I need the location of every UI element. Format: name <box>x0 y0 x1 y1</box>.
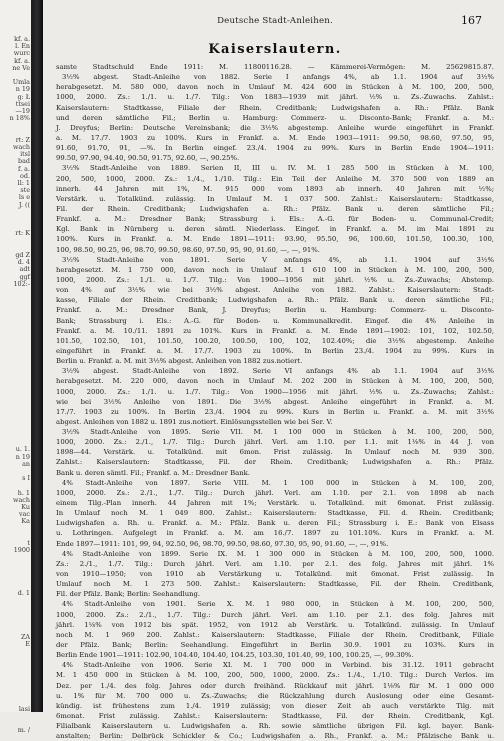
facing-page-fragment: vac <box>19 510 30 519</box>
text-line: 1000, 2000. Zs.: 1./1. u. 1./7. Tilg.: Von 1883—1939 mit jährl. ½% u. Zs.-Zuwachs. Zahlst.: <box>56 93 494 102</box>
facing-page-fragment: 102:- <box>13 279 30 288</box>
text-line: Berlin Ende 1901—1911: 102.90, 104.40, 104.40, 104.25, 103.30, 101.40, 99, 100, 100.25, —, 99.30%. <box>56 651 414 660</box>
facing-page-fragment: g: Ł <box>17 92 30 101</box>
facing-page-fragment: —19 <box>15 107 30 115</box>
text-line: noch M. 1 969 200. Zahlst.: Kaiserslautern: Stadtkasse, Filiale der Rhein. Creditbank, Filiale <box>56 630 494 639</box>
facing-page-fragment: od. <box>20 171 30 180</box>
text-line: Ludwigshafen a. Rh. u. Frankf. a. M.: Pfälz. Bank u. deren Fil.; Strassburg i. E.: Bank von Elsass <box>56 519 494 528</box>
facing-page-fragment: d. 4 <box>17 258 30 267</box>
text-line: 4% Stadt-Anleihe von 1899. Serie IX. M. 1 300 000 in Stücken à M. 100, 200, 500, 1000. <box>62 549 494 558</box>
text-line: Frankf. a. M.: Dresdner Bank, J. Dreyfus; Berlin u. Hamburg: Commerz- u. Disconto- <box>56 306 494 315</box>
text-line: 99.50, 97.90, 94.40, 90.50, 91.75, 92.60, —, 90.25%. <box>56 154 240 163</box>
facing-page-fragment: ttsei <box>15 99 30 108</box>
text-line: 6monat. Frist zulässig. Zahlst.: Kaiserslautern: Stadtkasse, Fil. der Rhein. Creditbank, Kgl. <box>56 712 494 720</box>
facing-page-fragment: f. a. <box>17 164 30 173</box>
facing-page-fragment: rt: K <box>15 229 30 238</box>
text-line: kasse, Filiale der Rhein. Creditbank; Ludwigshafen a. Rh.: Pfälz. Bank u. deren sämtliche Fil.; <box>56 296 494 305</box>
text-line: 3½% Stadt-Anleihe von 1891. Serie V anfangs 4%, ab 1.1. 1904 auf 3½% <box>62 255 494 264</box>
facing-page-fragment: adt <box>19 265 30 274</box>
facing-page-fragment: kf. a. <box>14 35 30 43</box>
text-line: Frankf. a. M.: Dresdner Bank; Strassburg i. Els.: A.-G. für Boden- u. Communal-Credit; <box>56 215 494 224</box>
text-line: Kgl. Bank in Nürnberg u. deren sämtl. Niederlass. Eingef. in Frankf. a. M. im Mai 1891 zu <box>56 225 494 234</box>
facing-page-fragment: 1900 <box>13 546 30 555</box>
text-line: Bank; Strassburg i. Els.: A.-G. für Boden- u. Kommunalkredit. Eingef. die 4% Anleihe in <box>56 316 494 325</box>
facing-page-margin <box>0 0 31 735</box>
text-line: 1000, 2000. Zs.: 1./1. u. 1./7. Tilg.: Von 1900—1956 mit jährl. ½% u. Zs.-Zuwachs; Zahlst.: <box>56 387 494 396</box>
text-line: 3½% Stadt-Anleihe von 1889. Serien II, III u. IV. M. 1 285 500 in Stücken à M. 100, <box>62 164 494 173</box>
text-line: herabgesetzt. M. 220 000, davon noch in Umlauf M. 202 200 in Stücken à M. 100, 200, 500, <box>56 377 494 386</box>
text-line: der Pfälz. Bank; Berlin: Seehandlung. Eingeführt in Berlin 30.9. 1901 zu 103%. Kurs in <box>56 641 494 650</box>
text-line: 91.60, 91.70, 91, —%. In Berlin eingef. 23./4. 1904 zu 99%. Kurs in Berlin Ende 1904—1911: <box>56 144 494 153</box>
text-line: von 4% auf 3½% wie bei 3½% abgest. Anleihe von 1882. Zahlst.: Kaiserslautern: Stadt- <box>56 286 494 295</box>
text-line: 200, 500, 1000, 2000. Zs.: 1./4., 1./10. Tilg.: Ein Teil der Anleihe M. 370 500 von 1889 an <box>56 174 494 183</box>
text-line: Filialbank Kaiserslautern u. Ludwigshafen a. Rh. sowie sämtliche übrigen Fil. kgl. bayer. Bank- <box>56 722 494 731</box>
facing-page-fragment: J. (( <box>18 200 30 209</box>
text-line: abgest. Anleihen von 1882 u. 1891 zus.notiert. Einlösungsstellen wie bei Ser. V. <box>56 417 333 426</box>
text-line: 3½% Stadt-Anleihe von 1895. Serie VII. M. 1 100 000 in Stücken à M. 100, 200, 500, <box>62 428 494 437</box>
facing-page-fragment: Ku <box>21 503 30 511</box>
facing-page-fragment: wach <box>13 143 30 151</box>
facing-page-fragment: Ka <box>21 517 30 526</box>
text-line: In Umlauf noch M. 1 049 800. Zahlst.: Kaiserslautern: Stadtkasse, Fil. d. Rhein. Creditbank; <box>56 509 494 518</box>
text-line: 4% Stadt-Anleihe von 1897. Serie VIII. M. 1 100 000 in Stücken à M. 100, 200, <box>62 478 494 487</box>
text-line: 100%. Kurs in Frankf. a. M. Ende 1891—1911: 93.90, 95.50, 96, 100.60, 101.50, 100.30, 100, <box>56 235 494 244</box>
facing-page-fragment: h. 1 <box>17 488 30 497</box>
facing-page-fragment: l. En <box>15 42 30 51</box>
text-line: 1898—44. Verstärk. u. Totalkünd. mit 6mon. Frist zulässig. In Umlauf noch M. 939 300. <box>56 448 494 457</box>
facing-page-fragment: Umla <box>12 78 30 87</box>
text-line: 1000, 2000. Zs.: 2./1., 1./7. Tilg.: Durch jährl. Verl. am 1.10. per 2.1. von 1898 ab nach <box>56 488 494 497</box>
facing-page-fragment: n 19 <box>15 85 30 94</box>
facing-page-fragment: t <box>27 539 30 547</box>
facing-page-fragment: an <box>22 459 30 468</box>
text-line: M. 1 450 000 in Stücken à M. 100, 200, 500, 1000, 2000. Zs.: 1./4., 1./10. Tilg.: Durch Verlos. im <box>56 671 494 680</box>
facing-page-fragment: m. / <box>17 726 30 735</box>
text-line: Bank u. deren sämtl. Fil.; Frankf. a. M.: Dresdner Bank. <box>56 468 250 477</box>
text-line: und deren sämtliche Fil.; Berlin u. Hamburg: Commerz- u. Disconto-Bank; Frankf. a. M.: <box>56 113 494 122</box>
book-spine <box>31 0 43 712</box>
text-line: 100, 98.50, 90.25, 96, 98.70, 99.50, 98.60, 97.50, 95, 90, 91.60, —, —, 91%. <box>56 245 320 254</box>
facing-page-fragment: kf. a. <box>14 56 30 65</box>
text-line: 3½% abgest. Stadt-Anleihe von 1892. Serie VI anfangs 4% ab 1.1. 1904 auf 3½% <box>62 367 494 376</box>
text-line: 3½% abgest. Stadt-Anleihe von 1882. Serie I anfangs 4%, ab 1.1. 1904 auf 3½% <box>62 73 494 82</box>
text-line: herabgesetzt. M. 580 000, davon noch in Umlauf M. 424 600 in Stücken à M. 100, 200, 500, <box>56 83 494 92</box>
facing-page-fragment: wurc <box>13 49 30 58</box>
text-line: 4% Stadt-Anleihe von 1906. Serie XI. M. 1 700 000 in Verbind. bis 31.12. 1911 gebracht <box>62 661 494 670</box>
text-line: J. Dreyfus; Berlin: Deutsche Vereinsbank; die 3½% abgestemp. Anleihe wurde eingeführt in Frankf. <box>56 123 494 132</box>
text-line: Berlin u. Frankf. a. M. mit 3½% abgest. Anleihen von 1882 zus.notiert. <box>56 357 303 366</box>
text-line: von 1910—1950; von 1910 ab Verstärkung u. Totalkünd. mit 6monat. Frist zulässig. In <box>56 570 494 579</box>
text-line: 4% Stadt-Anleihe von 1901. Serie X. M. 1 980 000, in Stücken à M. 100, 200, 500, <box>62 600 494 609</box>
text-line: herabgesetzt. M. 1 750 000, davon noch in Umlauf M. 1 610 100 in Stücken à M. 100, 200, 500, <box>56 265 494 274</box>
text-line: 17./7. 1903 zu 100%. In Berlin 23./4. 1904 zu 99%. Kurs in Berlin u. Frankf. a. M. mit 3½% <box>56 407 494 416</box>
text-line: Kaiserslautern: Stadtkasse, Filiale der Rhein. Creditbank; Ludwigshafen a. Rh.: Pfälz. Bank <box>56 103 494 112</box>
text-line: Verstärk. u. Totalkünd. zulässig. In Umlauf M. 1 037 500. Zahlst.: Kaiserslautern: Stadtkasse, <box>56 194 494 203</box>
text-line: anstalten; Berlin: Delbrück Schickler & Co.; Ludwigshafen a. Rh., Frankf. a. M.: Pfälzische Bank u. <box>56 732 494 741</box>
running-head: Deutsche Stadt-Anleihen. <box>217 16 333 26</box>
text-line: Zahlst.: Kaiserslautern: Stadtkasse, Fil. der Rhein. Creditbank; Ludwigshafen a. Rh.: Pfälz. <box>56 458 494 467</box>
text-line: jährl. 1⅛% von 1912 bis spät. 1952, von 1912 ab Verstärk. u. Totalkünd. zulässig. In Umlauf <box>56 620 494 629</box>
text-line: a. M. 17./7. 1903 zu 100%. Kurs in Frankf. a. M. Ende 1903—1911: 99.50, 98.60, 97.50, 95, <box>56 133 494 142</box>
section-title: Kaiserslautern. <box>208 42 342 57</box>
facing-page-fragment: ls e <box>18 193 30 202</box>
facing-page-fragment: d. 1 <box>17 589 30 598</box>
text-line: einem Tilg.-Plan innerh. 44 Jahren mit 1%; Verstärk. u. Totalkünd. mit 6monat. Frist zulässig. <box>56 499 494 508</box>
page-header <box>60 16 490 30</box>
text-line: 1000, 2000. Zs.: 2./1., 1./7. Tilg.: Durch jährl. Verl. am 1.10. per 1.1. mit 1⅛% in 44 J. von <box>56 438 494 447</box>
facing-page-fragment: u. 1. <box>15 445 30 454</box>
text-line: Umlauf noch M. 1 273 500. Zahlst.: Kaiserslautern: Stadtkasse, Fil. der Rhein. Creditbank, <box>56 580 494 589</box>
text-line: 1000, 2000. Zs.: 1./1. u. 1./7. Tilg.: Von 1900—1956 mit jährl. ½% u. Zs.-Zuwachs; Abstemp. <box>56 275 494 284</box>
body-text <box>56 62 494 741</box>
text-line: Ende 1897—1911: 101, 99, 94, 92.50, 96, 98.70, 99.50, 98.60, 97.30, 95, 90, 91.60, —, —, 91%. <box>56 539 389 548</box>
text-line: Fil. der Pfälz. Bank; Berlin: Seehandlung. <box>56 590 201 599</box>
facing-page-fragment: ZA <box>20 632 30 641</box>
facing-page-fragment: gd Z <box>15 251 30 259</box>
facing-page-fragment: itsl <box>20 150 30 159</box>
facing-page-fragment: ste <box>20 186 30 195</box>
facing-page-fragment: wach <box>13 495 30 504</box>
text-line: 101.50, 102.50, 101, 101.50, 100.20, 100.50, 100, 102, 102.40%; die 3½% abgestemp. Anleihe <box>56 336 494 345</box>
text-line: Fil. der Rhein. Creditbank; Ludwigshafen a. Rh.: Pfälz. Bank u. deren sämtliche Fil.; <box>56 204 494 213</box>
text-line: Frankf. a. M. 10./11. 1891 zu 101%. Kurs in Frankf. a. M. Ende 1891—1902: 101, 102, 102.50, <box>56 326 494 335</box>
page-number: 167 <box>461 14 482 27</box>
facing-page-fragment: s I <box>22 474 30 483</box>
facing-page-fragment: bad <box>18 157 30 166</box>
facing-page-fragment: ne Ve <box>12 63 30 72</box>
facing-page-fragment: rt: Z <box>15 135 30 144</box>
facing-page-fragment: n 18% <box>9 114 30 123</box>
text-line: innerh. 44 Jahren mit 1%, M. 915 000 vom 1893 ab innerh. 40 Jahren mit ½%; <box>56 184 494 193</box>
text-line: eingeführt in Frankf. a. M. 17./7. 1903 zu 100%. In Berlin 23./4. 1904 zu 99%. Kurs in <box>56 346 494 355</box>
text-line: 1000, 2000. Zs.: 2./1., 1./7. Tilg.: Durch jährl. Verl. am 1.10. per 2.1. des folg. Jahres mit <box>56 610 494 619</box>
text-line: kündig. ist frühestens zum 1./4. 1919 zulässig; von dieser Zeit ab auch verstärkte Tilg. mit <box>56 701 494 710</box>
text-line: u. Lothringen. Aufgelegt in Frankf. a. M. am 16./7. 1897 zu 101.10%. Kurs in Frankf. a. M. <box>56 529 494 538</box>
text-line: samte Stadtschuld Ende 1911: M. 11800116.28. — Kämmerei-Vermögen: M. 25629815.87. <box>56 63 494 71</box>
text-line: Dez. per 1./4. des folg. Jahres oder durch freihänd. Rückkauf mit jährl. 1⅛% für M. 1 000 000 <box>56 681 494 690</box>
facing-page-fragment: ll: 1 <box>17 179 30 187</box>
facing-page-fragment: ggf <box>19 272 30 281</box>
text-line: u. 1% für M. 700 000 u. Zs.-Zuwachs; die Rückzahlung durch Auslosung oder eine Gesamt- <box>56 691 494 700</box>
text-line: Zs.: 2./1., 1./7. Tilg.: Durch jährl. Verl. am 1.10. per 2.1. des folg. Jahres mit jährl. 1% <box>56 559 494 568</box>
facing-page-fragment: E <box>25 639 30 648</box>
facing-page-fragment: n 19 <box>15 452 30 461</box>
text-line: wie bei 3½% Anleihe von 1891. Die 3½% abgest. Anleihe eingeführt in Frankf. a. M. <box>56 397 494 406</box>
facing-page-fragment: lasi <box>18 704 30 713</box>
